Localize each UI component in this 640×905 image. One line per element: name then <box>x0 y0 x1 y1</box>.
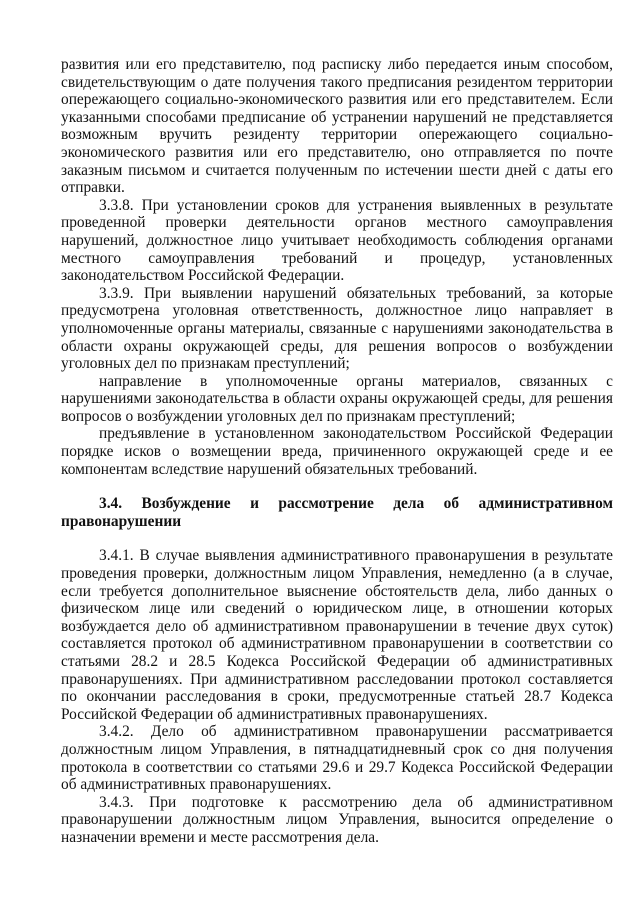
section-heading-3-4: 3.4. Возбуждение и рассмотрение дела об административном правонарушении <box>61 495 613 530</box>
paragraph-claims: предъявление в установленном законодательством Российской Федерации порядке исков о возмещении вреда, причиненного окружающей среде и ее компонентам вследствие нарушений обязательных требований. <box>61 425 613 478</box>
paragraph-3-3-9: 3.3.9. При выявлении нарушений обязательных требований, за которые предусмотрена уголовная ответственность, должностное лицо направляет в уполномоченные органы материалы, связанные с нарушениями законодательства в области охраны окружающей среды, для решения вопросов о возбуждении уголовных дел по признакам преступлений; <box>61 284 613 373</box>
paragraph-referral: направление в уполномоченные органы материалов, связанных с нарушениями законодательства в области охраны окружающей среды, для решения вопросов о возбуждении уголовных дел по признакам преступлений; <box>61 372 613 425</box>
paragraph-3-3-8: 3.3.8. При установлении сроков для устранения выявленных в результате проведенной проверки деятельности органов местного самоуправления нарушений, должностное лицо учитывает необходимость соблюдения органами местного самоуправления требований и процедур, установленных законодательством Российской Федерации. <box>61 196 613 285</box>
paragraph-3-4-1: 3.4.1. В случае выявления административного правонарушения в результате проведения проверки, должностным лицом Управления, немедленно (а в случае, если требуется дополнительное выяснение обстоятельств дела, либо данных о физическом лице или сведений о юридическом лице, в отношении которых возбуждается дело об административном правонарушении в течение двух суток) составляется протокол об административном правонарушении в соответствии со статьями 28.2 и 28.5 Кодекса Российской Федерации об административных правонарушениях. При административном расследовании протокол составляется по окончании расследования в сроки, предусмотренные статьей 28.7 Кодекса Российской Федерации об административных правонарушениях. <box>61 547 613 723</box>
document-page <box>61 56 613 847</box>
paragraph-3-4-3: 3.4.3. При подготовке к рассмотрению дела об административном правонарушении должностным лицом Управления, выносится определение о назначении времени и месте рассмотрения дела. <box>61 793 613 846</box>
paragraph-3-4-2: 3.4.2. Дело об административном правонарушении рассматривается должностным лицом Управления, в пятнадцатидневный срок со дня получения протокола в соответствии со статьями 29.6 и 29.7 Кодекса Российской Федерации об административных правонарушениях. <box>61 723 613 794</box>
paragraph-continuation: развития или его представителю, под расписку либо передается иным способом, свидетельствующим о дате получения такого предписания резидентом территории опережающего социально-экономического развития или его представителем. Если указанными способами предписание об устранении нарушений не представляется возможным вручить резиденту территории опережающего социально-экономического развития или его представителю, оно отправляется по почте заказным письмом и считается полученным по истечении шести дней с даты его отправки. <box>61 56 613 197</box>
